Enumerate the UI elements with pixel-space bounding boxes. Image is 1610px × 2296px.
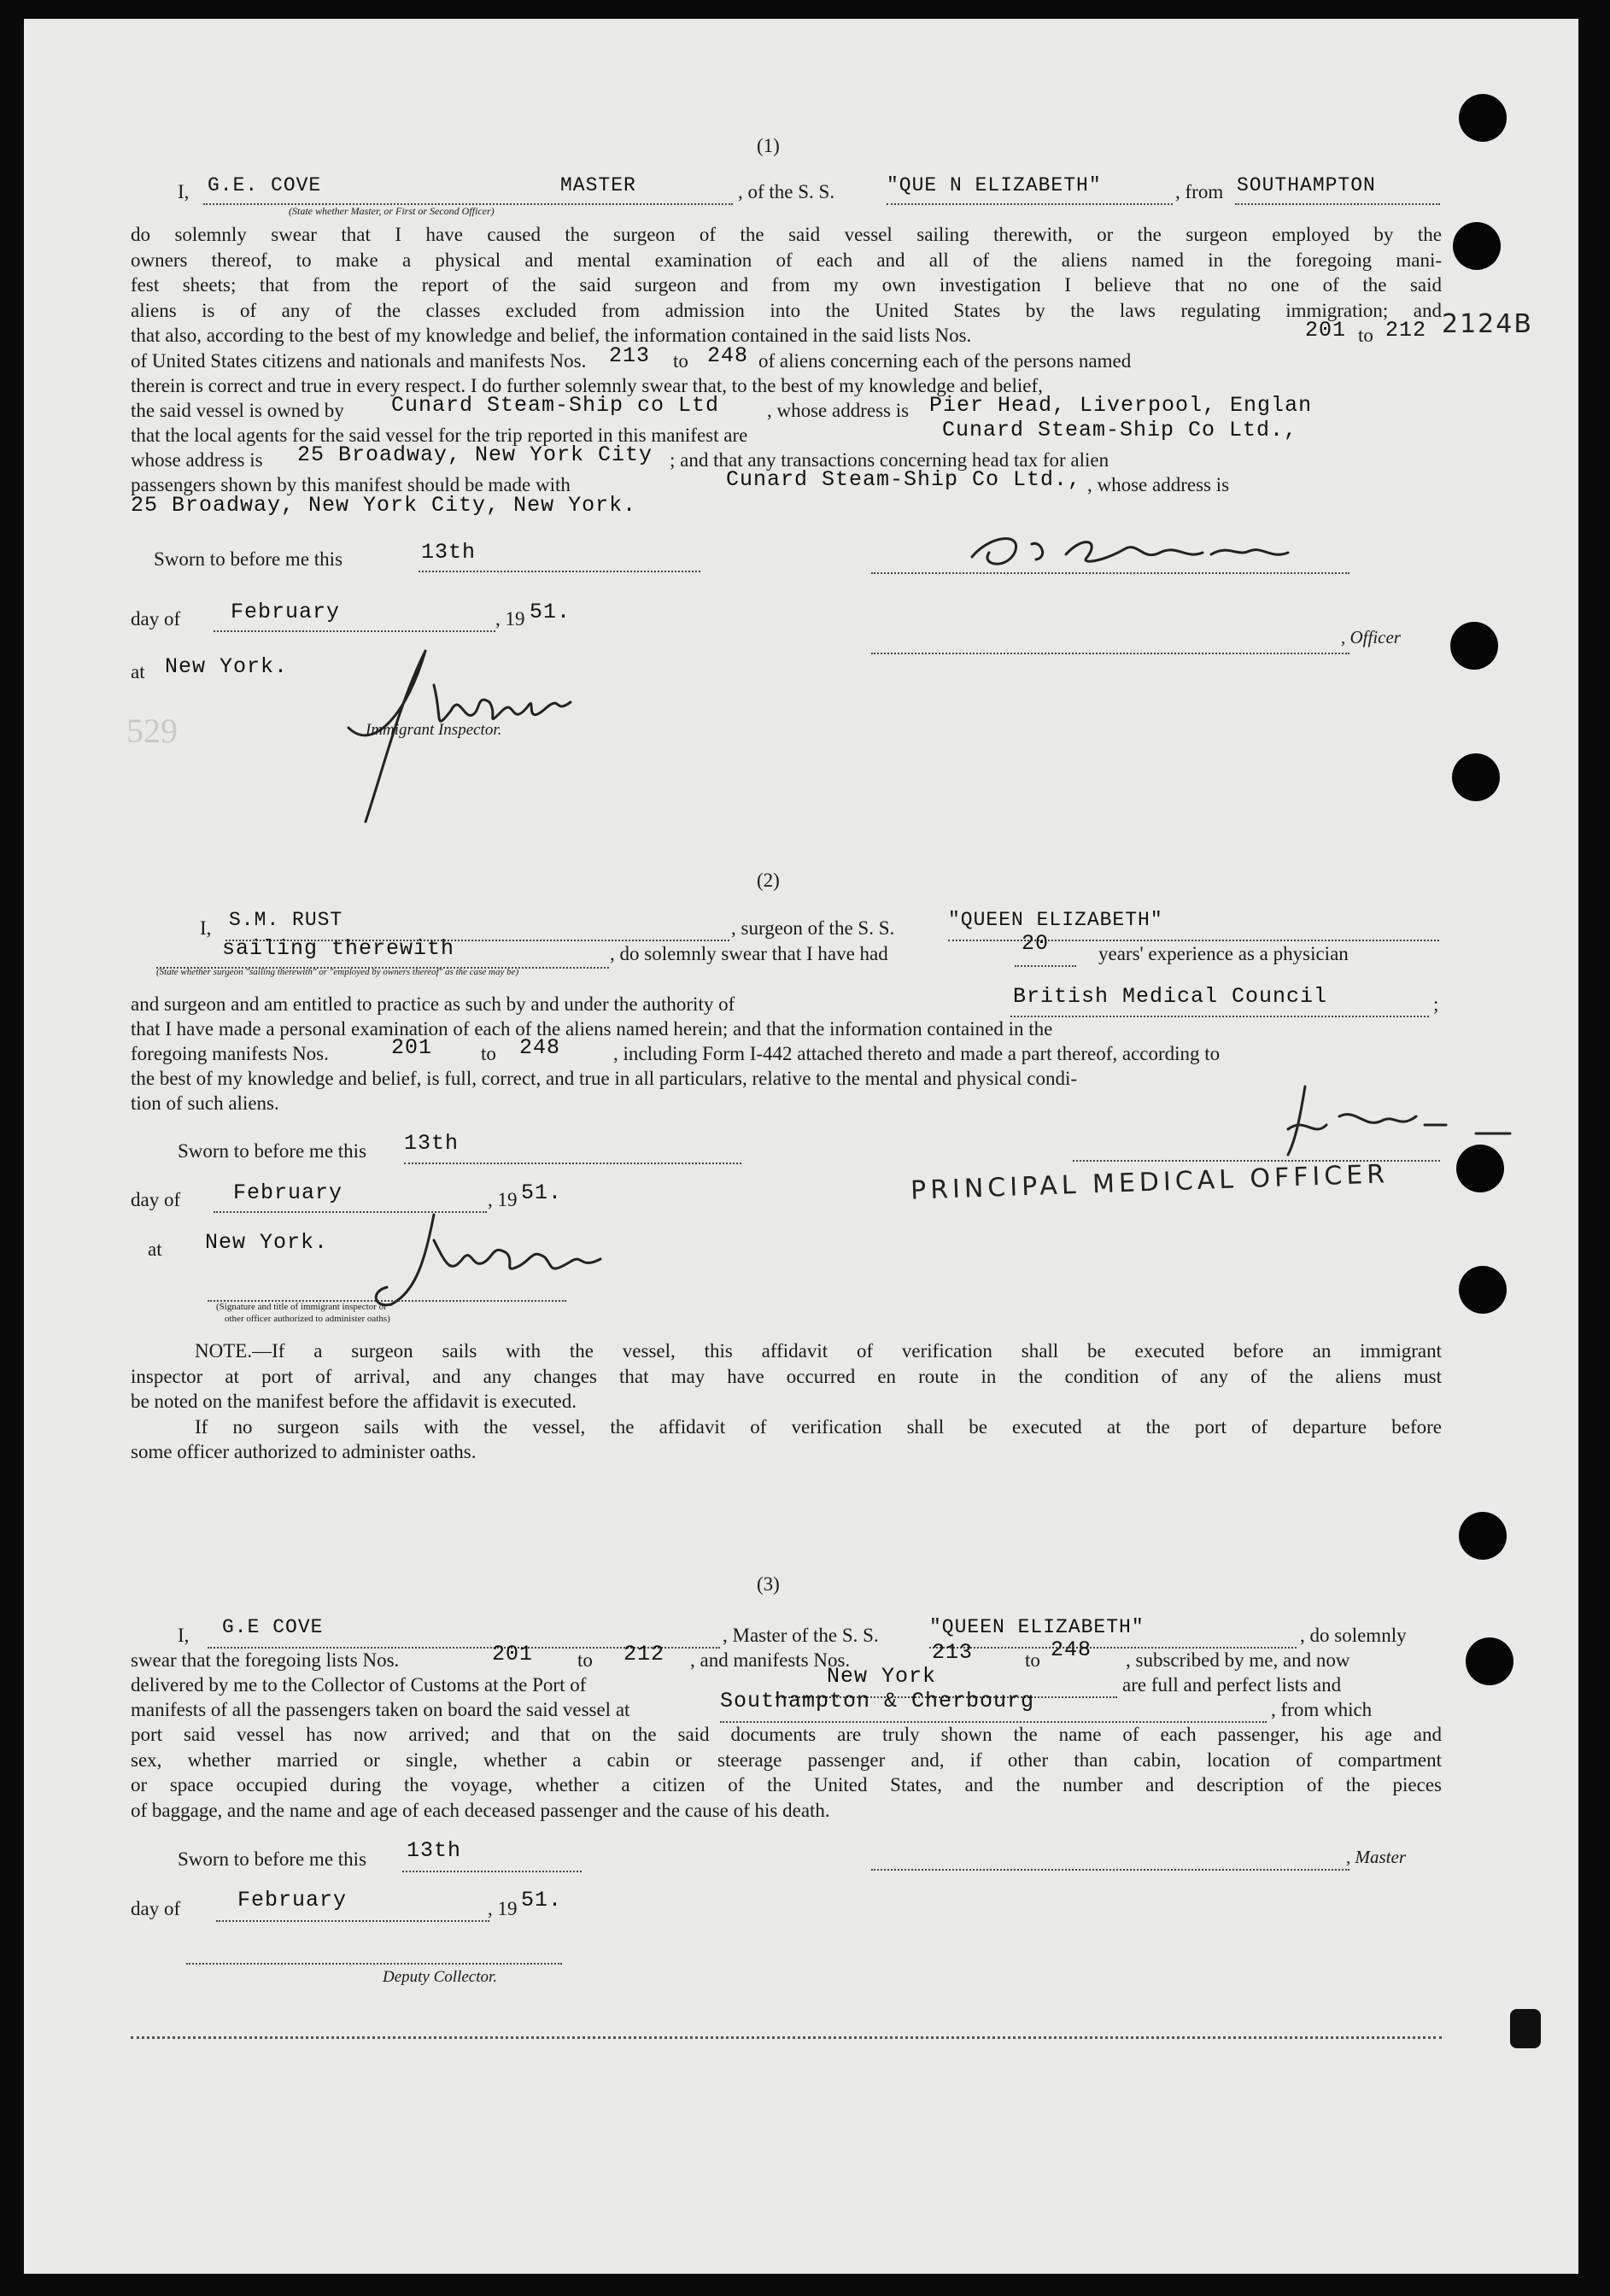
s1-line-6b: of aliens concerning each of the persons named [758,350,1132,372]
s3-lists-to-val: 212 [624,1642,665,1666]
s2-experience: years' experience as a physician [1098,943,1349,964]
s1-line-8b: , whose address is [767,400,910,421]
s2-inspector-note-2: other officer authorized to administer oaths) [225,1314,390,1324]
s1-sworn: Sworn to before me this [154,548,343,570]
s3-sworn-day: 13th [407,1838,462,1863]
s1-manifests-to: to [673,350,688,372]
s2-note2-line-1: If no surgeon sails with the vessel, the affidavit of verification shall be executed at the port of departure before [195,1415,1442,1438]
s1-master-signature [955,518,1348,578]
s2-years: 20 [1022,931,1050,956]
s1-inspector: Immigrant Inspector. [366,721,502,739]
s3-master-of: , Master of the S. S. [723,1625,879,1646]
s2-swear: , do solemnly swear that I have had [610,943,888,964]
s2-sailing: sailing therewith [222,936,455,961]
punch-hole [1459,94,1507,142]
s3-manifests-to-val: 248 [1051,1637,1092,1662]
s2-day-of: day of [131,1189,181,1210]
bottom-rule [131,2036,1442,2039]
s1-from-port: SOUTHAMPTON [1237,174,1376,196]
s3-do-solemnly: , do solemnly [1300,1625,1407,1646]
s1-line-5a: that also, according to the best of my knowledge and belief, the information contained in the said lists Nos. [131,325,972,346]
s1-line-10a: whose address is [131,449,263,471]
s1-headtax-agent: Cunard Steam-Ship Co Ltd., [726,467,1082,492]
s1-of-the: , of the S. S. [738,181,835,202]
s3-sworn: Sworn to before me this [178,1848,367,1870]
s1-agent-address: 25 Broadway, New York City [297,442,653,467]
s3-line-3a: delivered by me to the Collector of Customs at the Port of [131,1674,587,1696]
s1-line-11a: passengers shown by this manifest should be made with [131,474,571,495]
s1-line-3: fest sheets; that from the report of the said surgeon and from my own investigation I believe that no one of the said [131,274,1442,296]
s3-year-suffix: 51. [521,1888,563,1912]
s1-line-2: owners thereof, to make a physical and mental examination of each and all of the aliens named in the foregoing mani- [131,249,1442,271]
s2-manifests-to-val: 248 [519,1035,561,1060]
s1-owner-address: Pier Head, Liverpool, Englan [929,393,1313,418]
punch-hole [1450,622,1498,670]
s3-i: I, [178,1625,190,1646]
s3-line-2a: swear that the foregoing lists Nos. [131,1649,400,1671]
s2-at: at [148,1239,162,1260]
s3-line-8: of baggage, and the name and age of each deceased passenger and the cause of his death. [131,1799,830,1821]
s1-role-note: (State whether Master, or First or Second Officer) [289,205,495,217]
s1-manifests-to-val: 248 [707,343,749,368]
s2-sailing-note: (State whether surgeon "sailing therewith" or "employed by owners thereof" as the case may be) [156,967,519,977]
s2-authority: British Medical Council [1013,984,1328,1009]
s2-surgeon-of: , surgeon of the S. S. [731,917,895,939]
s2-manifests-to: to [481,1043,496,1064]
s2-ship: "QUEEN ELIZABETH" [948,909,1163,931]
s2-signature-title: PRINCIPAL MEDICAL OFFICER [910,1159,1390,1206]
s2-line-5a: foregoing manifests Nos. [131,1043,329,1064]
s1-place: New York. [165,654,289,679]
s2-i: I, [200,917,212,939]
s1-line-6a: of United States citizens and nationals and manifests Nos. [131,350,587,372]
s3-manifests-from: 213 [932,1640,974,1665]
s3-month: February [237,1888,348,1912]
s1-month: February [231,600,341,624]
s1-agent: Cunard Steam-Ship Co Ltd., [942,418,1298,442]
s3-ship: "QUEEN ELIZABETH" [929,1616,1145,1638]
punch-hole [1456,1145,1504,1192]
s3-line-7: or space occupied during the voyage, whether a citizen of the United States, and the number and description of the pieces [131,1774,1442,1795]
s1-faint-stamp: 529 [126,712,178,750]
s1-lists-to-val: 212 [1385,318,1427,343]
s1-manifests-from: 213 [609,343,651,368]
s2-place: New York. [205,1230,329,1255]
s1-year-prefix: , 19 [495,608,525,630]
s1-margin-note: 2124B [1442,309,1533,339]
punch-hole [1453,222,1501,270]
s2-inspector-note-1: (Signature and title of immigrant inspector or [216,1302,387,1312]
s3-year-prefix: , 19 [488,1898,518,1919]
s1-lists-to: to [1358,325,1373,346]
s1-sworn-day: 13th [421,540,477,565]
s1-at: at [131,661,145,682]
s3-master: , Master [1346,1847,1406,1867]
s3-line-2c: , subscribed by me, and now [1126,1649,1350,1671]
s1-line-10b: ; and that any transactions concerning head tax for alien [670,449,1109,471]
s2-year-suffix: 51. [521,1180,563,1205]
s1-line-11b: , whose address is [1087,474,1230,495]
s3-line-6: sex, whether married or single, whether a cabin or steerage passenger and, if other than cabin, location of compartment [131,1748,1442,1771]
s3-deputy-line [186,1951,562,1965]
edge-ink-mark [1510,2009,1541,2048]
s3-deputy: Deputy Collector. [383,1968,498,1986]
s2-note-line-2: inspector at port of arrival, and any changes that may have occurred en route in the condition of any of the aliens must [131,1365,1442,1387]
section-number-3: (3) [757,1573,780,1595]
s2-note [131,1338,1442,1465]
s1-paragraph [131,222,1442,323]
s2-line-7: tion of such aliens. [131,1092,279,1114]
s2-manifests-from: 201 [391,1035,433,1060]
s2-month: February [233,1180,343,1205]
s1-role: MASTER [560,174,636,196]
s1-owner: Cunard Steam-Ship co Ltd [391,393,720,418]
s3-embark: Southampton & Cherbourg [720,1689,1035,1713]
punch-hole [1459,1266,1507,1314]
section-number-2: (2) [757,870,780,891]
punch-hole [1466,1637,1513,1685]
s2-note-line-3: be noted on the manifest before the affidavit is executed. [131,1391,577,1412]
s3-line-3b: are full and perfect lists and [1122,1674,1342,1696]
s1-from: , from [1175,181,1224,202]
s3-paragraph [131,1722,1442,1823]
s1-line-9a: that the local agents for the said vessel for the trip reported in this manifest are [131,425,748,446]
s3-line-2b: , and manifests Nos. [690,1649,851,1671]
s2-note-label: NOTE. [195,1340,253,1362]
s1-lists-from: 201 [1305,318,1347,343]
s3-lists-from: 201 [492,1642,534,1666]
punch-hole [1452,753,1500,801]
s1-line-1: do solemnly swear that I have caused the surgeon of the said vessel sailing therewith, or the surgeon employed by the [131,224,1442,245]
s3-port: New York [827,1664,937,1689]
s1-day-of: day of [131,608,181,630]
s2-year-prefix: , 19 [488,1189,518,1210]
s3-lists-to: to [577,1649,593,1671]
s1-officer-line [871,636,1349,654]
s2-line-5b: , including Form I-442 attached thereto and made a part thereof, according to [613,1043,1221,1064]
s3-name: G.E COVE [222,1616,324,1638]
s1-year-suffix: 51. [530,600,571,624]
section-number-1: (1) [757,135,780,156]
s2-sworn-day: 13th [404,1131,460,1156]
s3-day-of: day of [131,1898,181,1919]
s3-manifests-to: to [1025,1649,1040,1671]
s1-line-7: therein is correct and true in every respect. I do further solemnly swear that, to the best of my knowledge and belief, [131,375,1043,396]
s2-note2-line-2: some officer authorized to administer oaths. [131,1441,477,1462]
s2-sworn: Sworn to before me this [178,1140,367,1162]
s1-line-8a: the said vessel is owned by [131,400,344,421]
s1-ship: "QUE N ELIZABETH" [887,174,1102,196]
s2-line-6: the best of my knowledge and belief, is full, correct, and true in all particulars, relative to the mental and physical condi- [131,1068,1078,1089]
s2-line-4: that I have made a personal examination of each of the aliens named herein; and that the information contained in the [131,1018,1053,1040]
s1-headtax-address: 25 Broadway, New York City, New York. [131,493,637,518]
s2-note-line-1: —If a surgeon sails with the vessel, this affidavit of verification shall be executed before an immigrant [252,1340,1442,1362]
s1-name: G.E. COVE [208,174,322,196]
s3-line-5: port said vessel has now arrived; and that on the said documents are truly shown the name of each passenger, his age and [131,1724,1442,1745]
punch-hole [1459,1512,1507,1560]
s2-semicolon: ; [1433,993,1439,1015]
s1-i: I, [178,181,190,202]
s3-master-line [871,1852,1349,1871]
s1-officer: , Officer [1341,627,1401,647]
s3-line-4a: manifests of all the passengers taken on board the said vessel at [131,1699,630,1720]
s3-line-4b: , from which [1271,1699,1373,1720]
manifest-page [24,19,1578,2274]
s1-line-4: aliens is of any of the classes excluded from admission into the United States by the laws regulating immigration; and [131,299,1442,321]
s2-line-3a: and surgeon and am entitled to practice as such by and under the authority of [131,993,735,1015]
s2-inspector-line [208,1288,566,1302]
s2-name: S.M. RUST [229,909,343,931]
